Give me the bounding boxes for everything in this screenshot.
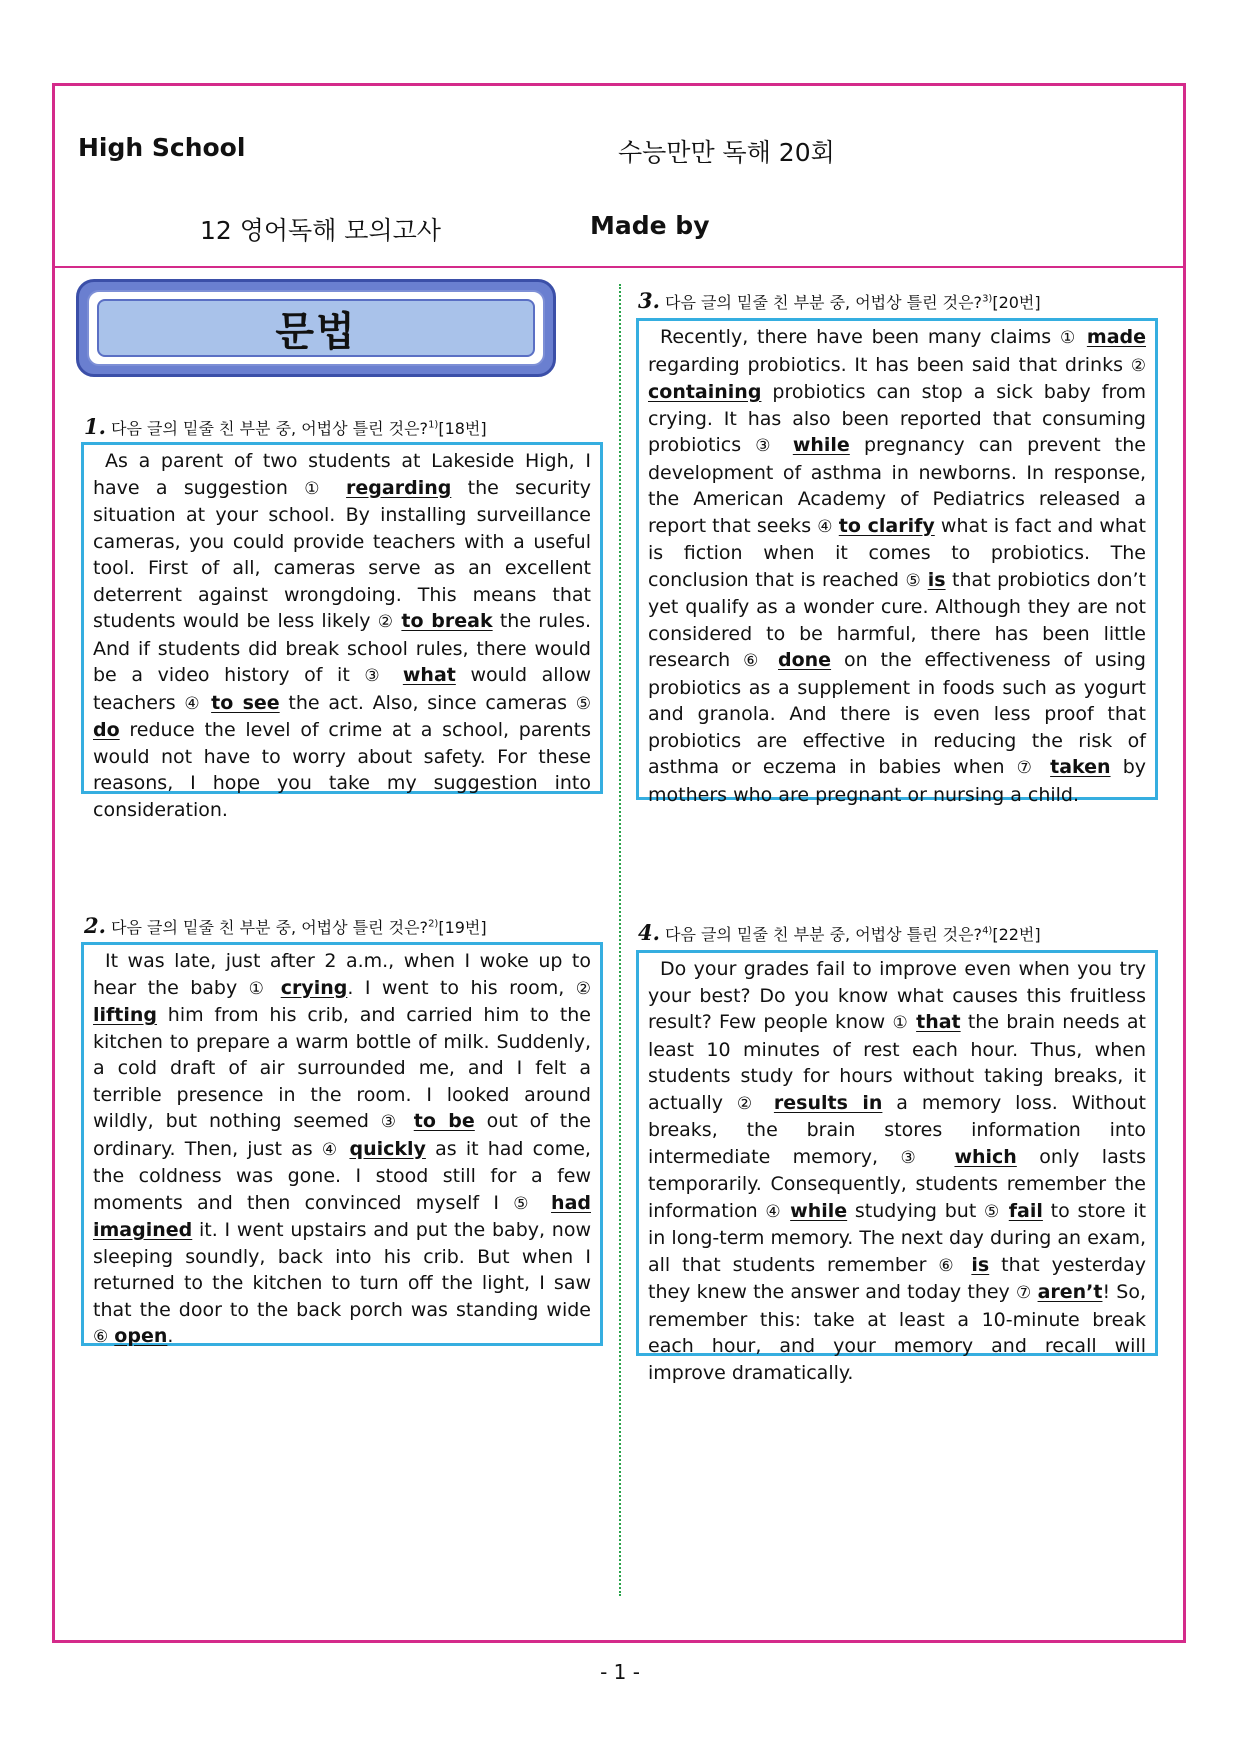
question-1-passage-box <box>81 442 603 821</box>
passage-text: the security situation at your school. By installing surveillance cameras, you could provide teachers with a useful tool. First of all, cameras serve as an excellent deterrent against wrongdoing. This means that students would be less likely <box>93 476 591 632</box>
question-prompt: 다음 글의 밑줄 친 부분 중, 어법상 틀린 것은? <box>665 293 983 312</box>
header-divider <box>52 266 1186 268</box>
underlined-choice: is <box>971 1253 990 1276</box>
underlined-choice: that <box>916 1011 961 1033</box>
passage-text <box>932 1146 954 1168</box>
underlined-choice: which <box>954 1145 1017 1168</box>
underlined-choice: while <box>790 1199 848 1222</box>
passage-text: that probiotics don’t yet qualify as a wonder cure. Although they are not considered to be harmful, there has been little research <box>648 568 1146 671</box>
choice-number: ② <box>575 978 591 999</box>
underlined-choice: regarding <box>346 476 452 499</box>
question-prompt: 다음 글의 밑줄 친 부분 중, 어법상 틀린 것은? <box>665 925 983 944</box>
column-divider <box>619 284 621 1596</box>
question-source: [18번] <box>438 419 487 438</box>
passage-text <box>537 1192 551 1214</box>
underlined-choice: made <box>1086 326 1146 348</box>
passage-text <box>782 1200 790 1222</box>
passage-text: a memory loss. Without breaks, the brain stores information into intermediate memory, <box>648 1091 1146 1168</box>
underlined-choice: do <box>93 719 120 741</box>
underlined-choice: while <box>792 434 850 456</box>
underlined-choice: fail <box>1008 1199 1043 1222</box>
passage-text <box>959 1254 971 1276</box>
passage-text: As a parent of two students at Lakeside High, I have a suggestion <box>93 450 591 499</box>
choice-number: ⑦ <box>1016 758 1038 778</box>
passage-text: Do your grades fail to improve even when you try your best? Do you know what causes this fruitless result? Few people know <box>648 958 1146 1033</box>
exam-subtitle: 12 영어독해 모의고사 <box>200 216 441 245</box>
question-number: 4. <box>638 920 660 945</box>
passage-text <box>1078 326 1087 348</box>
underlined-choice: quickly <box>349 1137 426 1160</box>
passage-text: probiotics can stop a sick baby from crying. It has also been reported that consuming probiotics <box>648 381 1146 456</box>
passage-text <box>765 649 778 671</box>
passage-text <box>779 434 793 456</box>
underlined-choice: is <box>927 568 946 591</box>
made-by-label: Made by <box>590 211 710 240</box>
passage-text: to store it in long-term memory. The next day during an exam, all that students remember <box>648 1199 1147 1276</box>
choice-number: ③ <box>364 666 389 686</box>
choice-number: ③ <box>380 1112 402 1132</box>
choice-number: ③ <box>755 436 779 456</box>
passage-text: the rules. And if students did break school rules, there would be a video history of it <box>93 610 592 686</box>
passage-text <box>388 664 403 686</box>
passage-text: on the effectiveness of using probiotics as a supplement in foods such as yogurt and granola. And there is even less proof that probiotics are effective in reducing the risk of asthma or eczema in babies when <box>648 649 1146 778</box>
passage-text: by mothers who are pregnant or nursing a child. <box>648 756 1146 806</box>
choice-number: ⑦ <box>1015 1283 1032 1303</box>
passage-text: studying but <box>847 1199 985 1222</box>
question-3-passage-box <box>636 318 1158 806</box>
choice-number: ⑤ <box>984 1201 1002 1222</box>
question-4-title <box>638 920 1041 945</box>
question-prompt: 다음 글의 밑줄 친 부분 중, 어법상 틀린 것은? <box>111 918 429 937</box>
passage-text: . <box>167 1325 174 1347</box>
question-2-passage-box <box>81 942 603 1346</box>
passage-text: only lasts temporarily. Consequently, students remember the information <box>648 1145 1146 1222</box>
passage-text: ! So, remember this: take at least a 10-minute break each hour, and your memory and recall will improve dramatically. <box>648 1281 1146 1384</box>
choice-number: ① <box>1060 328 1079 348</box>
question-number: 1. <box>84 414 106 439</box>
choice-number: ④ <box>321 1139 341 1160</box>
question-3-title <box>638 288 1041 313</box>
passage-text: regarding probiotics. It has been said that drinks <box>648 353 1131 376</box>
question-source: [20번] <box>992 293 1041 312</box>
page-number: - 1 - <box>600 1660 640 1684</box>
question-2-title <box>84 913 487 938</box>
passage-text: would allow teachers <box>93 664 591 714</box>
question-1-passage <box>93 448 591 823</box>
choice-number: ② <box>1130 355 1146 376</box>
choice-number: ① <box>304 478 330 499</box>
question-4-passage-box <box>636 950 1158 1384</box>
passage-text <box>402 1110 414 1132</box>
question-source: [22번] <box>992 925 1041 944</box>
passage-text: . I went to his room, <box>347 976 576 999</box>
passage-text: It was late, just after 2 a.m., when I woke up to hear the baby <box>93 950 591 999</box>
choice-number: ① <box>892 1013 909 1033</box>
passage-text: as it had come, the coldness was gone. I stood still for a few moments and then convinced myself I <box>93 1137 591 1214</box>
underlined-choice: lifting <box>93 1004 158 1026</box>
passage-text <box>269 977 280 999</box>
section-badge <box>76 279 556 377</box>
choice-number: ⑥ <box>743 651 766 671</box>
underlined-choice: crying <box>280 976 348 999</box>
passage-text: what is fact and what is fiction when it comes to probiotics. The conclusion that is reached <box>648 514 1147 591</box>
footnote-ref: 3) <box>982 293 993 305</box>
underlined-choice: containing <box>648 381 762 403</box>
school-label: High School <box>78 133 246 162</box>
underlined-choice: to be <box>413 1110 475 1132</box>
passage-text: the act. Also, since cameras <box>279 691 576 714</box>
section-badge-label: 문법 <box>97 299 535 357</box>
choice-number: ⑥ <box>938 1255 960 1276</box>
question-2-passage <box>93 948 591 1351</box>
underlined-choice: to clarify <box>838 514 935 537</box>
passage-text: that yesterday they knew the answer and today they <box>648 1253 1147 1303</box>
question-source: [19번] <box>438 918 487 937</box>
passage-text: Recently, there have been many claims <box>660 326 1061 348</box>
footnote-ref: 4) <box>982 925 993 937</box>
choice-number: ⑤ <box>905 570 922 591</box>
passage-text <box>330 477 346 499</box>
underlined-choice: aren’t <box>1037 1281 1103 1303</box>
passage-text: the brain needs at least 10 minutes of rest each hour. Thus, when students study for hours without taking breaks, it actually <box>648 1011 1146 1114</box>
question-3-passage <box>648 324 1146 808</box>
passage-text <box>760 1092 774 1114</box>
choice-number: ② <box>736 1093 761 1114</box>
passage-text <box>1038 756 1050 778</box>
choice-number: ④ <box>765 1201 783 1222</box>
choice-number: ⑤ <box>513 1193 537 1214</box>
footnote-ref: 1) <box>428 419 439 431</box>
question-4-passage <box>648 956 1146 1386</box>
underlined-choice: to see <box>211 691 280 714</box>
choice-number: ④ <box>184 693 203 714</box>
passage-text <box>202 692 211 714</box>
passage-text <box>1001 1200 1009 1222</box>
underlined-choice: had imagined <box>93 1191 591 1241</box>
question-number: 2. <box>84 913 106 938</box>
question-number: 3. <box>638 288 660 313</box>
choice-number: ⑤ <box>575 693 591 714</box>
underlined-choice: results in <box>773 1091 883 1114</box>
exam-title: 수능만만 독해 20회 <box>618 138 835 167</box>
question-prompt: 다음 글의 밑줄 친 부분 중, 어법상 틀린 것은? <box>111 419 429 438</box>
choice-number: ② <box>377 612 395 632</box>
underlined-choice: taken <box>1050 756 1111 778</box>
underlined-choice: open <box>114 1325 168 1347</box>
passage-text: him from his crib, and carried him to the kitchen to prepare a warm bottle of milk. Suddenly, a cold draft of air surrounded me, and I felt a terrible presence in the room. I looked around wildly, but nothing seemed <box>93 1004 591 1132</box>
underlined-choice: done <box>778 649 832 671</box>
passage-text: it. I went upstairs and put the baby, now sleeping soundly, back into his crib. But when I returned to the kitchen to turn off the light, I saw that the door to the back porch was standing wide <box>93 1219 591 1321</box>
question-1-title <box>84 414 487 439</box>
choice-number: ④ <box>817 516 833 537</box>
passage-text: pregnancy can prevent the development of asthma in newborns. In response, the American Academy of Pediatrics released a report that seeks <box>648 434 1146 537</box>
passage-text: reduce the level of crime at a school, parents would not have to worry about safety. For these reasons, I hope you take my suggestion into consideration. <box>93 719 591 821</box>
choice-number: ① <box>248 978 270 999</box>
underlined-choice: what <box>402 664 456 686</box>
underlined-choice: to break <box>401 610 493 632</box>
choice-number: ③ <box>900 1147 933 1168</box>
passage-text: out of the ordinary. Then, just as <box>93 1110 591 1160</box>
choice-number: ⑥ <box>93 1327 109 1347</box>
footnote-ref: 2) <box>428 918 439 930</box>
